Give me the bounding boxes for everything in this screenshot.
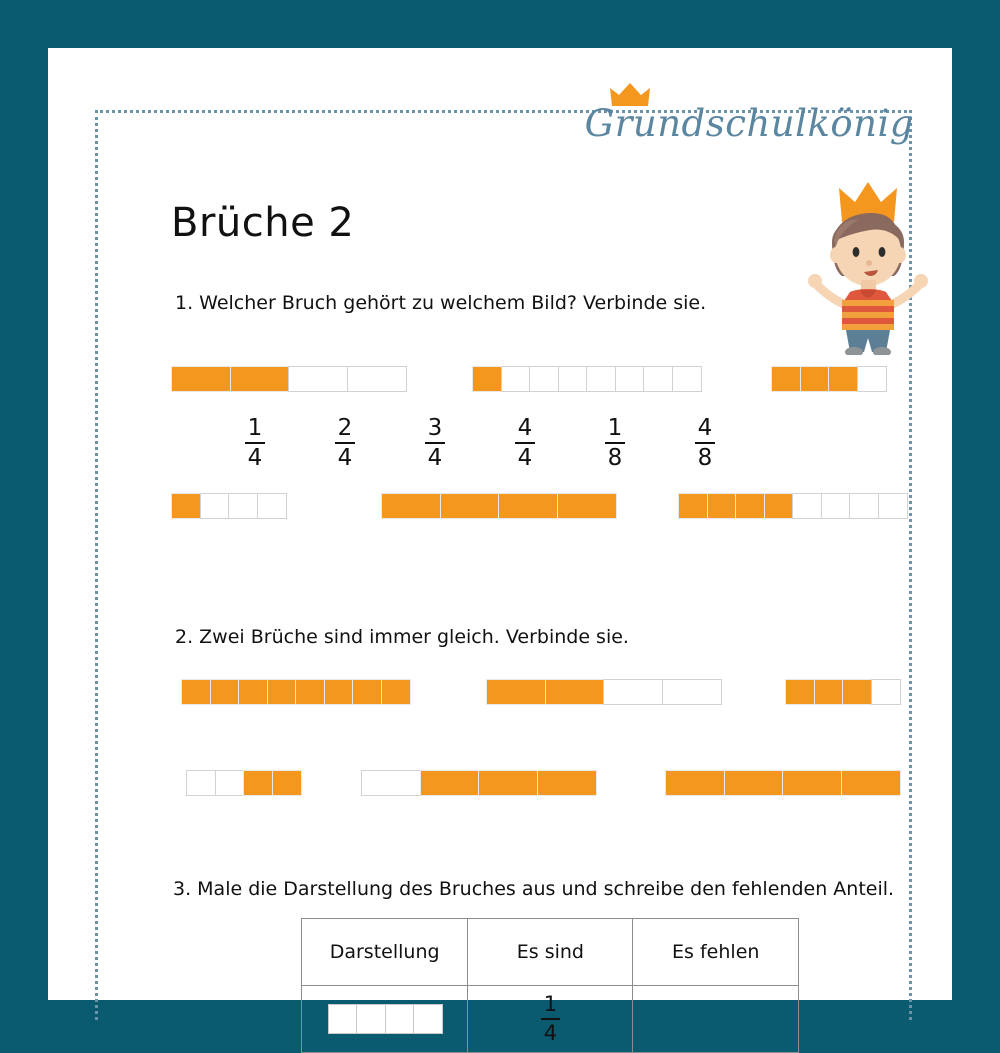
fraction-cell <box>603 679 663 705</box>
fraction-cell <box>828 366 858 392</box>
task2-bar-5 <box>361 770 595 796</box>
fraction-cell <box>381 493 441 519</box>
page-title: Brüche 2 <box>171 200 355 246</box>
fraction-cell <box>792 493 822 519</box>
fraction-cell <box>381 679 411 705</box>
fraction-cell <box>615 366 645 392</box>
column-header-es-sind: Es sind <box>468 919 633 986</box>
fraction-cell <box>707 493 737 519</box>
fraction-1-8: 1 8 <box>593 416 637 470</box>
fraction-cell <box>785 679 815 705</box>
fraction-cell <box>878 493 908 519</box>
fraction-cell <box>238 679 268 705</box>
fraction-cell <box>821 493 851 519</box>
fraction-cell <box>230 366 290 392</box>
fraction-cell <box>478 770 538 796</box>
task2-bar-4 <box>186 770 300 796</box>
fraction-cell <box>545 679 605 705</box>
fraction-cell <box>643 366 673 392</box>
task2-bar-2 <box>486 679 720 705</box>
fraction-cell <box>210 679 240 705</box>
fraction-cell <box>849 493 879 519</box>
fraction-4-4: 4 4 <box>503 416 547 470</box>
fraction-cell <box>558 366 588 392</box>
table-header-row <box>302 919 799 986</box>
fraction-cell <box>537 770 597 796</box>
fraction-cell <box>267 679 297 705</box>
table-row <box>302 986 799 1053</box>
column-header-es-fehlen: Es fehlen <box>633 919 799 986</box>
table-fraction-cell[interactable] <box>328 1004 358 1034</box>
fraction-4-8: 4 8 <box>683 416 727 470</box>
cell-darstellung[interactable] <box>302 986 468 1053</box>
fraction-cell <box>814 679 844 705</box>
task2-bar-3 <box>785 679 899 705</box>
fraction-cell <box>352 679 382 705</box>
fraction-cell <box>171 366 231 392</box>
fraction-cell <box>665 770 725 796</box>
logo-text: Grundschulkönig <box>584 102 914 145</box>
fraction-cell <box>200 493 230 519</box>
table-fraction-cell[interactable] <box>356 1004 386 1034</box>
fraction-cell <box>871 679 901 705</box>
fraction-cell <box>486 679 546 705</box>
fraction-1-4-table: $\frac{1}{4}$ <box>541 993 560 1043</box>
mascot-boy-icon <box>808 180 928 355</box>
fraction-cell <box>662 679 722 705</box>
fraction-cell <box>501 366 531 392</box>
fraction-cell <box>735 493 765 519</box>
fraction-cell <box>295 679 325 705</box>
table-fraction-bar[interactable] <box>302 1004 467 1034</box>
fraction-cell <box>498 493 558 519</box>
fraction-cell <box>243 770 273 796</box>
grundschulkoenig-logo <box>584 76 914 154</box>
fraction-cell <box>324 679 354 705</box>
task-2-instruction: 2. Zwei Brüche sind immer gleich. Verbinde sie. <box>175 626 629 648</box>
fraction-cell <box>272 770 302 796</box>
task1-bar-2 <box>472 366 700 392</box>
task1-bar-1 <box>171 366 405 392</box>
fraction-cell <box>842 679 872 705</box>
cell-es-sind <box>468 986 633 1053</box>
fraction-cell <box>782 770 842 796</box>
task-1-instruction: 1. Welcher Bruch gehört zu welchem Bild? Verbinde sie. <box>175 292 707 314</box>
fraction-cell <box>288 366 348 392</box>
fraction-cell <box>800 366 830 392</box>
table-fraction-cell[interactable] <box>385 1004 415 1034</box>
fraction-cell <box>171 493 201 519</box>
fraction-cell <box>857 366 887 392</box>
fraction-cell <box>678 493 708 519</box>
task2-bar-1 <box>181 679 409 705</box>
column-header-darstellung: Darstellung <box>302 919 468 986</box>
task3-table <box>301 918 799 1053</box>
fraction-cell <box>228 493 258 519</box>
fraction-cell <box>472 366 502 392</box>
fraction-cell <box>215 770 245 796</box>
fraction-3-4: 3 4 <box>413 416 457 470</box>
fraction-cell <box>420 770 480 796</box>
task1-bar-4 <box>171 493 285 519</box>
task1-bar-5 <box>381 493 615 519</box>
cell-es-fehlen[interactable] <box>633 986 799 1053</box>
fraction-cell <box>724 770 784 796</box>
task2-bar-6 <box>665 770 899 796</box>
fraction-cell <box>440 493 500 519</box>
fraction-cell <box>672 366 702 392</box>
fraction-cell <box>771 366 801 392</box>
fraction-1-4: 1 4 <box>233 416 277 470</box>
fraction-2-4: 2 4 <box>323 416 367 470</box>
fraction-cell <box>529 366 559 392</box>
task1-bar-3 <box>771 366 885 392</box>
fraction-cell <box>586 366 616 392</box>
fraction-cell <box>557 493 617 519</box>
fraction-cell <box>347 366 407 392</box>
fraction-cell <box>186 770 216 796</box>
fraction-cell <box>257 493 287 519</box>
task-3-instruction: 3. Male die Darstellung des Bruches aus und schreibe den fehlenden Anteil. <box>173 878 895 900</box>
table-fraction-cell[interactable] <box>413 1004 443 1034</box>
fraction-cell <box>841 770 901 796</box>
fraction-cell <box>764 493 794 519</box>
fraction-cell <box>181 679 211 705</box>
worksheet-page <box>48 48 952 1045</box>
task1-fraction-labels <box>123 416 923 476</box>
fraction-cell <box>361 770 421 796</box>
task1-bar-6 <box>678 493 906 519</box>
